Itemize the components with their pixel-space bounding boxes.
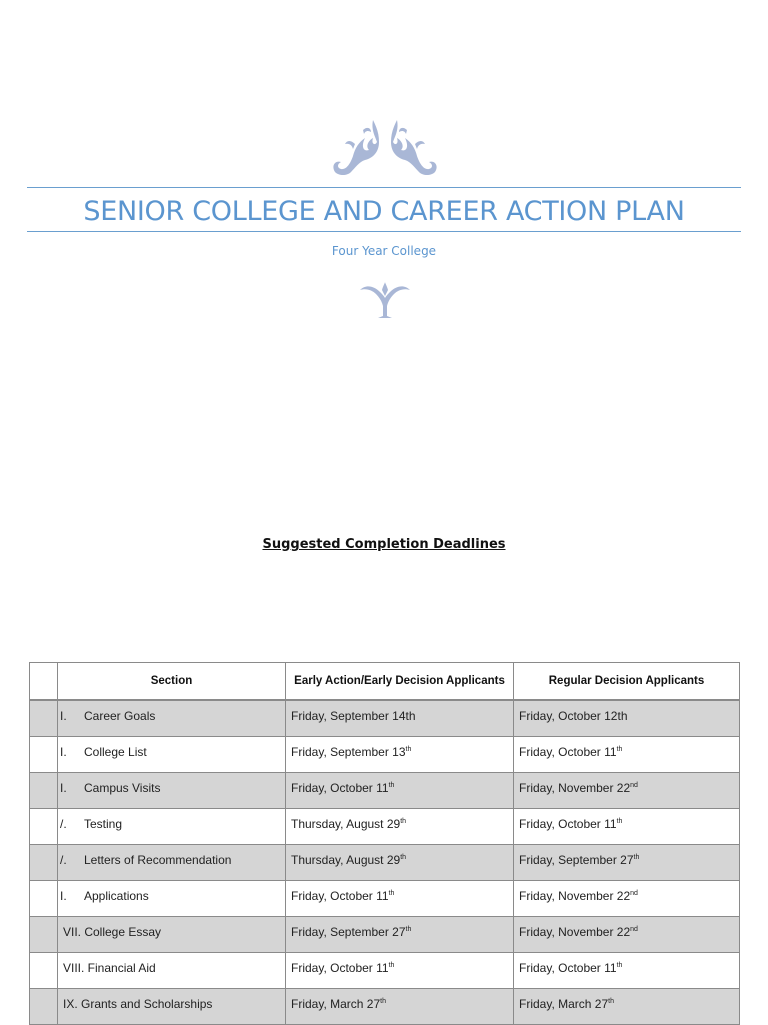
- section-cell: [58, 953, 286, 989]
- regular-deadline-cell: [514, 989, 740, 1025]
- table-row: [30, 845, 740, 881]
- section-cell: [58, 773, 286, 809]
- section-label: Testing: [84, 817, 123, 831]
- table-header-early: Early Action/Early Decision Applicants: [286, 663, 514, 701]
- section-numeral: I.: [60, 889, 67, 903]
- regular-deadline-cell: [514, 773, 740, 809]
- early-deadline-ordinal: th: [388, 782, 395, 789]
- early-deadline-ordinal: th: [380, 998, 386, 1005]
- section-label: Letters of Recommendation: [84, 853, 232, 867]
- early-deadline-ordinal: th: [388, 962, 395, 969]
- section-label: Campus Visits: [84, 781, 161, 795]
- regular-deadline-ordinal: nd: [630, 926, 638, 933]
- regular-deadline-date: Friday, March 27: [519, 997, 609, 1011]
- early-deadline-cell: [286, 809, 514, 845]
- early-deadline-date: Friday, September 13: [291, 745, 406, 759]
- regular-deadline-date: Friday, October 11: [519, 961, 617, 975]
- section-cell: [58, 700, 286, 737]
- table-header-row: [30, 663, 740, 701]
- regular-deadline-cell: [514, 737, 740, 773]
- section-label: Career Goals: [84, 709, 156, 723]
- early-deadline-cell: [286, 700, 514, 737]
- row-margin-cell: [30, 953, 58, 989]
- deadlines-heading: Suggested Completion Deadlines: [262, 537, 506, 552]
- section-label: VII. College Essay: [63, 925, 162, 939]
- table-header-regular: Regular Decision Applicants: [514, 663, 740, 701]
- regular-deadline-date: Friday, October 11: [519, 745, 617, 759]
- section-cell: [58, 917, 286, 953]
- section-numeral: I.: [60, 781, 67, 795]
- early-deadline-date: Friday, October 11: [291, 781, 389, 795]
- regular-deadline-ordinal: th: [616, 962, 623, 969]
- row-margin-cell: [30, 773, 58, 809]
- regular-deadline-ordinal: th: [608, 998, 614, 1005]
- table-row: [30, 809, 740, 845]
- early-deadline-cell: [286, 845, 514, 881]
- regular-deadline-date: Friday, October 12th: [519, 709, 628, 723]
- early-deadline-cell: [286, 737, 514, 773]
- regular-deadline-ordinal: th: [616, 746, 623, 753]
- title-bottom-rule: [27, 231, 741, 232]
- regular-deadline-ordinal: nd: [630, 782, 638, 789]
- page-title: SENIOR COLLEGE AND CAREER ACTION PLAN: [83, 196, 685, 227]
- early-deadline-date: Thursday, August 29: [291, 853, 401, 867]
- early-deadline-ordinal: th: [405, 926, 412, 933]
- regular-deadline-cell: [514, 953, 740, 989]
- table-row: [30, 773, 740, 809]
- early-deadline-date: Friday, September 27: [291, 925, 406, 939]
- regular-deadline-ordinal: th: [616, 818, 623, 825]
- table-header-blank: [30, 663, 58, 701]
- section-numeral: /.: [60, 853, 67, 867]
- regular-deadline-cell: [514, 845, 740, 881]
- early-deadline-ordinal: th: [400, 854, 407, 861]
- regular-deadline-date: Friday, November 22: [519, 925, 631, 939]
- section-label: Applications: [84, 889, 149, 903]
- row-margin-cell: [30, 917, 58, 953]
- table-row: [30, 737, 740, 773]
- table-row: [30, 700, 740, 737]
- regular-deadline-cell: [514, 809, 740, 845]
- section-numeral: I.: [60, 745, 67, 759]
- early-deadline-ordinal: th: [405, 746, 412, 753]
- section-numeral: /.: [60, 817, 67, 831]
- early-deadline-date: Thursday, August 29: [291, 817, 401, 831]
- row-margin-cell: [30, 989, 58, 1025]
- row-margin-cell: [30, 737, 58, 773]
- early-deadline-cell: [286, 917, 514, 953]
- regular-deadline-cell: [514, 917, 740, 953]
- regular-deadline-ordinal: th: [633, 854, 640, 861]
- regular-deadline-ordinal: nd: [630, 890, 638, 897]
- early-deadline-date: Friday, September 14th: [291, 709, 416, 723]
- row-margin-cell: [30, 881, 58, 917]
- title-top-rule: [27, 187, 741, 188]
- section-label: College List: [84, 745, 147, 759]
- fleur-divider-icon: [358, 280, 412, 320]
- table-row: [30, 989, 740, 1025]
- section-cell: [58, 881, 286, 917]
- floral-flourish-icon: [329, 116, 441, 178]
- regular-deadline-date: Friday, September 27: [519, 853, 634, 867]
- section-cell: [58, 809, 286, 845]
- early-deadline-date: Friday, October 11: [291, 961, 389, 975]
- early-deadline-ordinal: th: [388, 890, 395, 897]
- table-row: [30, 953, 740, 989]
- early-deadline-date: Friday, March 27: [291, 997, 381, 1011]
- regular-deadline-cell: [514, 700, 740, 737]
- section-label: VIII. Financial Aid: [63, 961, 156, 975]
- page-subtitle: Four Year College: [331, 244, 437, 258]
- section-numeral: I.: [60, 709, 67, 723]
- regular-deadline-date: Friday, November 22: [519, 889, 631, 903]
- table-row: [30, 917, 740, 953]
- regular-deadline-date: Friday, October 11: [519, 817, 617, 831]
- row-margin-cell: [30, 700, 58, 737]
- row-margin-cell: [30, 845, 58, 881]
- early-deadline-cell: [286, 773, 514, 809]
- row-margin-cell: [30, 809, 58, 845]
- section-cell: [58, 737, 286, 773]
- table-header-section: Section: [58, 663, 286, 701]
- early-deadline-date: Friday, October 11: [291, 889, 389, 903]
- deadlines-table: [29, 662, 740, 1025]
- early-deadline-ordinal: th: [400, 818, 407, 825]
- regular-deadline-cell: [514, 881, 740, 917]
- section-cell: [58, 989, 286, 1025]
- table-row: [30, 881, 740, 917]
- early-deadline-cell: [286, 953, 514, 989]
- regular-deadline-date: Friday, November 22: [519, 781, 631, 795]
- section-cell: [58, 845, 286, 881]
- section-label: IX. Grants and Scholarships: [63, 997, 213, 1011]
- early-deadline-cell: [286, 989, 514, 1025]
- early-deadline-cell: [286, 881, 514, 917]
